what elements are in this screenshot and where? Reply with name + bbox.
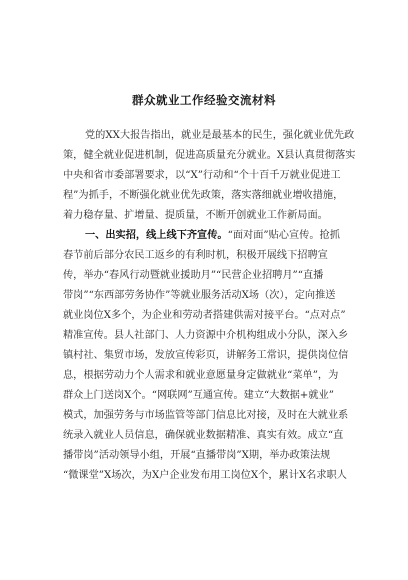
paragraph-line: 春节前后部分农民工返乡的有利时机，积极开展线下招聘宣 [63,250,328,261]
paragraph-line: 程”为抓手，不断强化就业优先政策，落实落细就业增收措施， [63,190,344,201]
paragraph-line: 中央和省市委部署要求，以“X”行动和“个十百千万就业促进工 [63,170,341,181]
paragraph-line: 统录入就业人员信息，确保就业数据精准、真实有效。成立“直 [63,430,344,441]
paragraph-line: 精准宣传。县人社部门、人力资源中介机构组成小分队，深入乡 [63,330,349,341]
section-heading-line [85,229,340,242]
section-heading: 一、出实招，线上线下齐宣传。 [85,229,228,241]
paragraph-line: 党的XX大报告指出，就业是最基本的民生，强化就业优先政 [85,130,355,141]
document-title: 群众就业工作经验交流材料 [132,93,276,107]
paragraph-line: 带岗”“东西部劳务协作”等就业服务活动X场（次），定向推送 [63,290,336,301]
paragraph-line: “微课堂”X场次，为X户企业发布用工岗位X个，累计X名求职人 [63,470,347,481]
paragraph-line: 镇村社、集贸市场，发放宣传彩页，讲解务工常识，提供岗位信 [63,350,349,361]
paragraph-line: 策，健全就业促进机制，促进高质量充分就业。X县认真贯彻落实 [63,150,356,161]
paragraph-line: 传，举办“春风行动暨就业援助月”“民营企业招聘月”“直播 [63,270,324,281]
paragraph-line: 群众上门送岗X个。“网联网”互通宣传。建立“大数据+就业” [63,390,334,401]
paragraph-line-rest: “面对面”贴心宣传。抢抓 [227,230,340,241]
paragraph-line: 播带岗”活动领导小组，开展“直播带岗”X期，举办政策法规 [63,450,331,461]
paragraph-line: 息，根据劳动力个人需求和就业意愿量身定做就业“菜单”，为 [63,370,339,381]
paragraph-line: 就业岗位X多个，为企业和劳动者搭建供需对接平台。“点对点” [63,310,346,321]
paragraph-line: 着力稳存量、扩增量、提质量，不断开创就业工作新局面。 [63,210,328,221]
paragraph-line: 模式，加强劳务与市场监管等部门信息比对接，及时在大就业系 [63,410,349,421]
